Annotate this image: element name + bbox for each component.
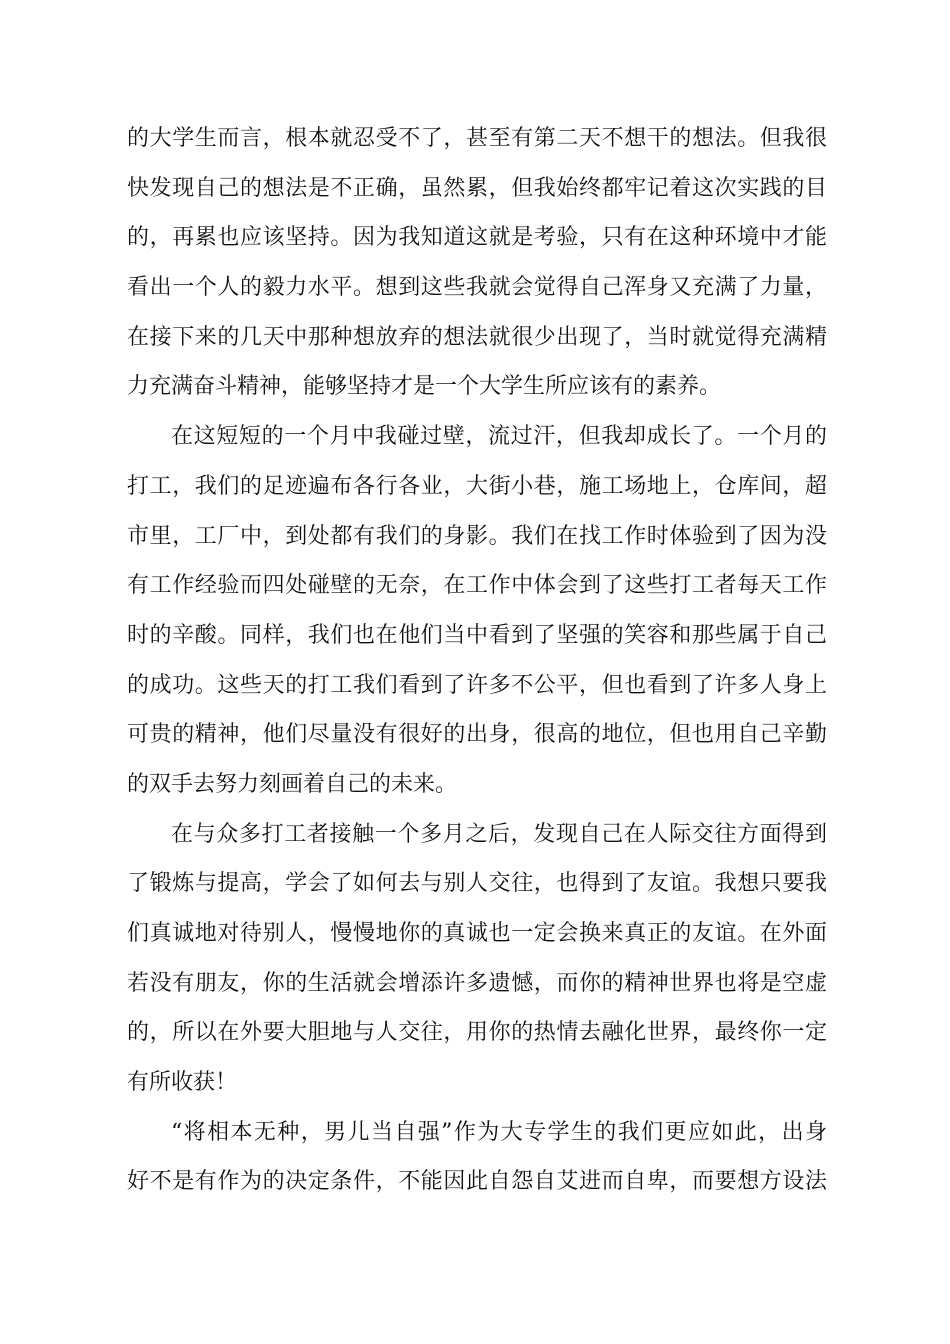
text-line: 时的辛酸。同样，我们也在他们当中看到了坚强的笑容和那些属于自己 (127, 622, 827, 648)
text-line: 在接下来的几天中那种想放弃的想法就很少出现了，当时就觉得充满精 (127, 324, 827, 350)
text-line: 的大学生而言，根本就忍受不了，甚至有第二天不想干的想法。但我很 (127, 126, 827, 151)
text-line: 力充满奋斗精神，能够坚持才是一个大学生所应该有的素养。 (127, 374, 722, 400)
text-line: 看出一个人的毅力水平。想到这些我就会觉得自己浑身又充满了力量， (127, 275, 827, 301)
text-line: 们真诚地对待别人，慢慢地你的真诚也一定会换来真正的友谊。在外面 (127, 921, 827, 946)
text-line: 在这短短的一个月中我碰过壁，流过汗，但我却成长了。一个月的 (171, 424, 827, 450)
text-line: 有所收获！ (127, 1070, 238, 1096)
text-line: 的双手去努力刻画着自己的未来。 (127, 771, 458, 797)
text-line: 有工作经验而四处碰壁的无奈，在工作中体会到了这些打工者每天工作 (127, 573, 827, 599)
text-line: “将相本无种，男儿当自强”作为大专学生的我们更应如此，出身 (171, 1119, 827, 1145)
text-line: 的成功。这些天的打工我们看到了许多不公平，但也看到了许多人身上 (127, 672, 827, 698)
text-line: 打工，我们的足迹遍布各行各业，大街小巷，施工场地上，仓库间，超 (127, 473, 827, 499)
text-line: 好不是有作为的决定条件，不能因此自怨自艾进而自卑，而要想方设法 (127, 1169, 827, 1195)
text-line: 可贵的精神，他们尽量没有很好的出身，很高的地位，但也用自己辛勤 (127, 722, 827, 748)
text-line: 若没有朋友，你的生活就会增添许多遗憾，而你的精神世界也将是空虚 (127, 970, 827, 996)
text-line: 快发现自己的想法是不正确，虽然累，但我始终都牢记着这次实践的目 (127, 175, 827, 201)
body-text (127, 114, 827, 1207)
text-line: 在与众多打工者接触一个多月之后，发现自己在人际交往方面得到 (171, 821, 827, 847)
text-line: 了锻炼与提高，学会了如何去与别人交往，也得到了友谊。我想只要我 (127, 871, 827, 897)
text-line: 市里，工厂中，到处都有我们的身影。我们在找工作时体验到了因为没 (127, 523, 827, 549)
text-line: 的，所以在外要大胆地与人交往，用你的热情去融化世界，最终你一定 (127, 1020, 827, 1046)
text-line: 的，再累也应该坚持。因为我知道这就是考验，只有在这种环境中才能 (127, 225, 827, 251)
